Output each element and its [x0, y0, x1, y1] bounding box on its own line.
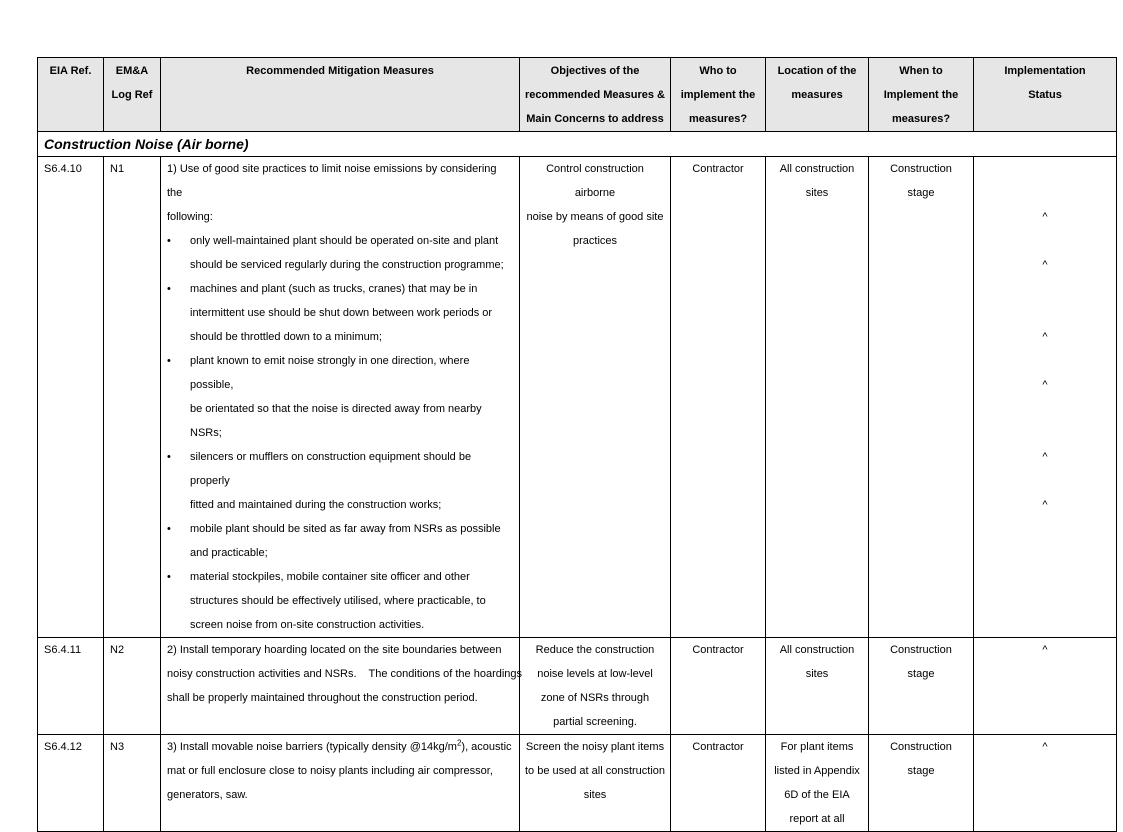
col-header-log-ref: EM&A Log Ref — [104, 58, 161, 132]
header-row — [38, 58, 1117, 132]
list-item: • machines and plant (such as trucks, cranes) that may be in intermittent use should be shut down between work periods or should be throttled down to a minimum; — [167, 277, 513, 349]
status-mark: ^ — [1042, 379, 1048, 391]
measures-cell: 1) Use of good site practices to limit noise emissions by considering the following: • only well-maintained plant should be operated on-site and plant should be serviced regularly during the construction programme; • machines and plant (such as trucks, cranes) that may be in intermittent use should be shut down between work periods or should be throttled down to a minimum; • plant known to emit noise strongly in one direction, where possible, be orientated so that the noise is directed away from nearby NSRs; • silencers or mufflers on construction equipment should be properly fitted and maintained during the construction works; • mobile plant should be sited as far away from NSRs as possible and practicable; • material stockpiles, mobile container site officer and other structures should be effectively utilised, where practicable, to screen noise from on-site construction activities. — [161, 157, 520, 638]
measures-bullet-list — [167, 229, 513, 637]
status-mark: ^ — [1042, 451, 1048, 463]
section-row — [38, 132, 1117, 157]
measures-cell: 3) Install movable noise barriers (typically density $@14kg/m^2$), acoustic mat or full enclosure close to noisy plants including air compressor, generators, saw. — [161, 735, 520, 832]
col-header-who: Who to implement the measures? — [671, 58, 766, 132]
table-row — [38, 735, 1117, 832]
col-header-eia-ref: EIA Ref. — [38, 58, 104, 132]
col-header-location: Location of the measures — [766, 58, 869, 132]
section-title: Construction Noise (Air borne) — [38, 132, 1117, 157]
bullet-icon: • — [167, 451, 171, 463]
status-cell: ^ — [974, 638, 1117, 735]
location-cell: All construction sites — [766, 157, 869, 638]
who-cell: Contractor — [671, 638, 766, 735]
list-item: • material stockpiles, mobile container site officer and other structures should be effectively utilised, where practicable, to screen noise from on-site construction activities. — [167, 565, 513, 637]
table-row — [38, 157, 1117, 638]
bullet-icon: • — [167, 523, 171, 535]
table-row — [38, 638, 1117, 735]
col-header-when: When to Implement the measures? — [869, 58, 974, 132]
col-header-objectives: Objectives of the recommended Measures & Main Concerns to address — [520, 58, 671, 132]
when-cell: Construction stage — [869, 735, 974, 832]
objectives-cell: Reduce the construction noise levels at low-level zone of NSRs through partial screening. — [520, 638, 671, 735]
status-cell: ^ — [974, 735, 1117, 832]
objectives-cell: Control construction airborne noise by means of good site practices — [520, 157, 671, 638]
when-cell: Construction stage — [869, 638, 974, 735]
measures-cell: 2) Install temporary hoarding located on the site boundaries between noisy construction activities and NSRs. The conditions of the hoardings shall be properly maintained throughout the construction period. — [161, 638, 520, 735]
list-item: • plant known to emit noise strongly in one direction, where possible, be orientated so that the noise is directed away from nearby NSRs; — [167, 349, 513, 445]
eia-ref-cell: S6.4.12 — [38, 735, 104, 832]
status-cell — [974, 157, 1117, 638]
eia-ref-cell: S6.4.10 — [38, 157, 104, 638]
location-cell: For plant items listed in Appendix 6D of the EIA report at all — [766, 735, 869, 832]
mitigation-table — [37, 57, 1117, 832]
who-cell: Contractor — [671, 735, 766, 832]
bullet-icon: • — [167, 235, 171, 247]
log-ref-cell: N2 — [104, 638, 161, 735]
status-mark: ^ — [1042, 211, 1048, 223]
list-item: • silencers or mufflers on construction equipment should be properly fitted and maintained during the construction works; — [167, 445, 513, 517]
list-item: • mobile plant should be sited as far away from NSRs as possible and practicable; — [167, 517, 513, 565]
log-ref-cell: N1 — [104, 157, 161, 638]
col-header-measures: Recommended Mitigation Measures — [161, 58, 520, 132]
bullet-icon: • — [167, 283, 171, 295]
when-cell: Construction stage — [869, 157, 974, 638]
bullet-icon: • — [167, 355, 171, 367]
location-cell: All construction sites — [766, 638, 869, 735]
bullet-icon: • — [167, 571, 171, 583]
list-item: • only well-maintained plant should be operated on-site and plant should be serviced regularly during the construction programme; — [167, 229, 513, 277]
objectives-cell: Screen the noisy plant items to be used at all construction sites — [520, 735, 671, 832]
who-cell: Contractor — [671, 157, 766, 638]
col-header-status: Implementation Status — [974, 58, 1117, 132]
status-mark: ^ — [1042, 499, 1048, 511]
status-mark: ^ — [1042, 331, 1048, 343]
log-ref-cell: N3 — [104, 735, 161, 832]
status-mark: ^ — [1042, 259, 1048, 271]
eia-ref-cell: S6.4.11 — [38, 638, 104, 735]
